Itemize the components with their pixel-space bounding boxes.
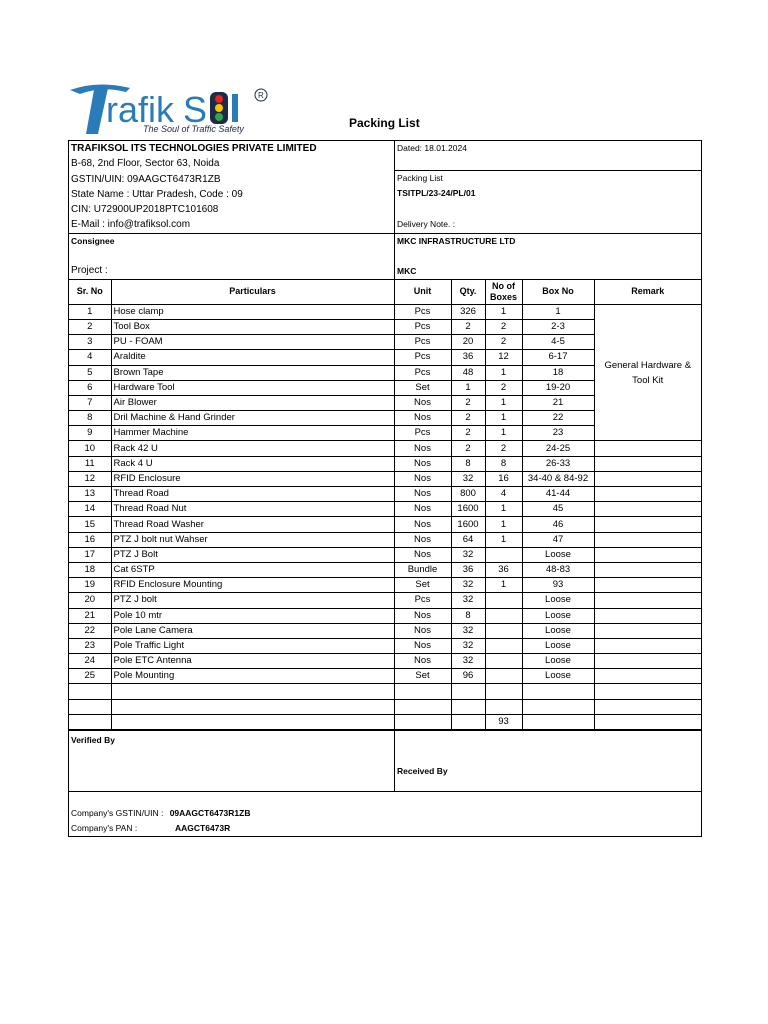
footer-gstin-row bbox=[71, 808, 250, 818]
table-row bbox=[69, 532, 701, 547]
company-cin: CIN: U72900UP2018PTC101608 bbox=[71, 204, 219, 216]
cell-no-of-boxes: 2 bbox=[485, 441, 522, 456]
cell-sr-no: 24 bbox=[69, 654, 111, 669]
table-row bbox=[69, 654, 701, 669]
table-header-row bbox=[69, 280, 701, 305]
table-row bbox=[69, 593, 701, 608]
table-row bbox=[69, 578, 701, 593]
cell-box-no: Loose bbox=[522, 669, 594, 684]
cell-particulars: PU - FOAM bbox=[111, 335, 394, 350]
cell-unit: Bundle bbox=[394, 562, 451, 577]
cell-sr-no: 22 bbox=[69, 623, 111, 638]
table-row bbox=[69, 441, 701, 456]
company-address: B-68, 2nd Floor, Sector 63, Noida bbox=[71, 158, 220, 170]
cell-qty: 800 bbox=[451, 487, 485, 502]
cell-box-no: 41-44 bbox=[522, 487, 594, 502]
verified-cell bbox=[69, 731, 395, 791]
footer-gstin-label: Company's GSTIN/UIN : bbox=[71, 808, 164, 819]
empty-cell bbox=[522, 714, 594, 729]
table-row bbox=[69, 517, 701, 532]
svg-text:rafik: rafik bbox=[106, 89, 175, 130]
empty-cell bbox=[111, 684, 394, 699]
logo-tagline: The Soul of Traffic Safety bbox=[143, 124, 244, 134]
cell-qty: 32 bbox=[451, 547, 485, 562]
cell-particulars: PTZ J Bolt bbox=[111, 547, 394, 562]
cell-qty: 32 bbox=[451, 578, 485, 593]
cell-sr-no: 8 bbox=[69, 411, 111, 426]
cell-no-of-boxes: 1 bbox=[485, 532, 522, 547]
cell-box-no: 2-3 bbox=[522, 319, 594, 334]
cell-sr-no: 16 bbox=[69, 532, 111, 547]
footer-pan-value: AAGCT6473R bbox=[175, 823, 231, 834]
cell-no-of-boxes bbox=[485, 654, 522, 669]
cell-no-of-boxes: 2 bbox=[485, 335, 522, 350]
table-row bbox=[69, 456, 701, 471]
received-by-label: Received By bbox=[397, 766, 448, 777]
cell-unit: Pcs bbox=[394, 304, 451, 319]
cell-sr-no: 21 bbox=[69, 608, 111, 623]
cell-unit: Pcs bbox=[394, 426, 451, 441]
table-row bbox=[69, 304, 701, 319]
cell-no-of-boxes: 1 bbox=[485, 411, 522, 426]
cell-qty: 20 bbox=[451, 335, 485, 350]
verified-by-label: Verified By bbox=[71, 735, 115, 746]
cell-sr-no: 2 bbox=[69, 319, 111, 334]
cell-remark bbox=[594, 608, 701, 623]
empty-cell bbox=[69, 714, 111, 729]
packing-list-sheet bbox=[68, 140, 702, 837]
cell-qty: 2 bbox=[451, 441, 485, 456]
cell-box-no: Loose bbox=[522, 593, 594, 608]
table-row bbox=[69, 562, 701, 577]
empty-cell bbox=[522, 699, 594, 714]
total-row bbox=[69, 714, 701, 729]
packing-label: Packing List bbox=[397, 173, 443, 183]
svg-text:R: R bbox=[258, 91, 264, 100]
cell-box-no: Loose bbox=[522, 547, 594, 562]
company-gstin: GSTIN/UIN: 09AAGCT6473R1ZB bbox=[71, 173, 221, 185]
cell-qty: 36 bbox=[451, 350, 485, 365]
cell-particulars: Hardware Tool bbox=[111, 380, 394, 395]
remark-cell: General Hardware & Tool Kit bbox=[594, 304, 701, 441]
packing-number: TSITPL/23-24/PL/01 bbox=[397, 188, 476, 198]
cell-remark bbox=[594, 562, 701, 577]
cell-no-of-boxes bbox=[485, 608, 522, 623]
col-unit: Unit bbox=[394, 280, 451, 305]
empty-row bbox=[69, 699, 701, 714]
company-email: E-Mail : info@trafiksol.com bbox=[71, 219, 191, 231]
cell-sr-no: 19 bbox=[69, 578, 111, 593]
cell-qty: 32 bbox=[451, 471, 485, 486]
cell-unit: Nos bbox=[394, 456, 451, 471]
cell-no-of-boxes: 4 bbox=[485, 487, 522, 502]
cell-box-no: 47 bbox=[522, 532, 594, 547]
empty-cell bbox=[451, 699, 485, 714]
cell-sr-no: 12 bbox=[69, 471, 111, 486]
cell-particulars: Pole ETC Antenna bbox=[111, 654, 394, 669]
cell-qty: 2 bbox=[451, 426, 485, 441]
cell-remark bbox=[594, 623, 701, 638]
cell-sr-no: 17 bbox=[69, 547, 111, 562]
cell-unit: Nos bbox=[394, 654, 451, 669]
company-state: State Name : Uttar Pradesh, Code : 09 bbox=[71, 188, 243, 200]
cell-sr-no: 3 bbox=[69, 335, 111, 350]
cell-no-of-boxes bbox=[485, 638, 522, 653]
cell-box-no: 6-17 bbox=[522, 350, 594, 365]
cell-remark bbox=[594, 487, 701, 502]
cell-no-of-boxes: 16 bbox=[485, 471, 522, 486]
delivery-note: Delivery Note. : bbox=[397, 219, 456, 229]
page-title: Packing List bbox=[349, 116, 420, 130]
cell-particulars: RFID Enclosure Mounting bbox=[111, 578, 394, 593]
empty-cell bbox=[394, 699, 451, 714]
cell-qty: 2 bbox=[451, 395, 485, 410]
cell-particulars: PTZ J bolt nut Wahser bbox=[111, 532, 394, 547]
cell-qty: 48 bbox=[451, 365, 485, 380]
company-logo bbox=[68, 78, 278, 138]
signature-section bbox=[69, 730, 701, 792]
document-meta bbox=[395, 141, 701, 233]
cell-qty: 32 bbox=[451, 638, 485, 653]
cell-box-no: 23 bbox=[522, 426, 594, 441]
cell-unit: Nos bbox=[394, 547, 451, 562]
cell-no-of-boxes: 12 bbox=[485, 350, 522, 365]
empty-cell bbox=[451, 684, 485, 699]
cell-qty: 1600 bbox=[451, 517, 485, 532]
table-row bbox=[69, 502, 701, 517]
cell-box-no: Loose bbox=[522, 654, 594, 669]
empty-cell bbox=[485, 699, 522, 714]
footer-pan-row bbox=[71, 823, 231, 834]
consignee-right bbox=[395, 234, 701, 279]
cell-sr-no: 7 bbox=[69, 395, 111, 410]
cell-unit: Nos bbox=[394, 487, 451, 502]
cell-box-no: 21 bbox=[522, 395, 594, 410]
cell-remark bbox=[594, 441, 701, 456]
dated-cell bbox=[395, 141, 701, 171]
cell-sr-no: 4 bbox=[69, 350, 111, 365]
cell-particulars: Thread Road Washer bbox=[111, 517, 394, 532]
svg-text:S: S bbox=[183, 89, 208, 130]
cell-remark bbox=[594, 456, 701, 471]
cell-unit: Nos bbox=[394, 517, 451, 532]
table-row bbox=[69, 669, 701, 684]
cell-sr-no: 18 bbox=[69, 562, 111, 577]
cell-qty: 32 bbox=[451, 593, 485, 608]
cell-no-of-boxes bbox=[485, 593, 522, 608]
cell-sr-no: 15 bbox=[69, 517, 111, 532]
cell-box-no: Loose bbox=[522, 623, 594, 638]
cell-particulars: Rack 4 U bbox=[111, 456, 394, 471]
table-row bbox=[69, 487, 701, 502]
cell-qty: 326 bbox=[451, 304, 485, 319]
empty-cell bbox=[485, 684, 522, 699]
cell-particulars: Thread Road bbox=[111, 487, 394, 502]
cell-qty: 96 bbox=[451, 669, 485, 684]
empty-cell bbox=[69, 699, 111, 714]
empty-cell bbox=[594, 699, 701, 714]
cell-sr-no: 14 bbox=[69, 502, 111, 517]
cell-sr-no: 20 bbox=[69, 593, 111, 608]
cell-particulars: Brown Tape bbox=[111, 365, 394, 380]
cell-no-of-boxes: 2 bbox=[485, 319, 522, 334]
cell-no-of-boxes: 1 bbox=[485, 304, 522, 319]
cell-box-no: 48-83 bbox=[522, 562, 594, 577]
cell-no-of-boxes: 8 bbox=[485, 456, 522, 471]
footer-pan-label: Company's PAN : bbox=[71, 823, 138, 834]
cell-no-of-boxes: 1 bbox=[485, 395, 522, 410]
project-label: Project : bbox=[71, 264, 108, 276]
cell-box-no: Loose bbox=[522, 638, 594, 653]
empty-row bbox=[69, 684, 701, 699]
cell-qty: 32 bbox=[451, 654, 485, 669]
cell-qty: 32 bbox=[451, 623, 485, 638]
received-cell bbox=[395, 731, 701, 791]
dated-text: Dated: 18.01.2024 bbox=[397, 143, 467, 153]
cell-box-no: 26-33 bbox=[522, 456, 594, 471]
cell-remark bbox=[594, 593, 701, 608]
empty-cell bbox=[69, 684, 111, 699]
empty-cell bbox=[451, 714, 485, 729]
company-name: TRAFIKSOL ITS TECHNOLOGIES PRIVATE LIMITED bbox=[71, 143, 317, 154]
consignee-name: MKC INFRASTRUCTURE LTD bbox=[397, 235, 516, 246]
cell-qty: 2 bbox=[451, 319, 485, 334]
header-section bbox=[69, 141, 701, 234]
cell-qty: 1600 bbox=[451, 502, 485, 517]
cell-particulars: Rack 42 U bbox=[111, 441, 394, 456]
cell-unit: Nos bbox=[394, 502, 451, 517]
table-row bbox=[69, 623, 701, 638]
empty-cell bbox=[111, 699, 394, 714]
cell-box-no: Loose bbox=[522, 608, 594, 623]
cell-box-no: 46 bbox=[522, 517, 594, 532]
col-sr-no: Sr. No bbox=[69, 280, 111, 305]
cell-unit: Nos bbox=[394, 638, 451, 653]
cell-particulars: Cat 6STP bbox=[111, 562, 394, 577]
cell-no-of-boxes: 1 bbox=[485, 502, 522, 517]
footer-section bbox=[69, 792, 701, 836]
cell-box-no: 4-5 bbox=[522, 335, 594, 350]
table-row bbox=[69, 638, 701, 653]
cell-no-of-boxes: 1 bbox=[485, 365, 522, 380]
cell-sr-no: 5 bbox=[69, 365, 111, 380]
consignee-left bbox=[69, 234, 395, 279]
cell-particulars: Pole Traffic Light bbox=[111, 638, 394, 653]
items-table bbox=[69, 280, 701, 730]
col-remark: Remark bbox=[594, 280, 701, 305]
empty-cell bbox=[594, 714, 701, 729]
cell-unit: Nos bbox=[394, 441, 451, 456]
consignee-label: Consignee bbox=[71, 235, 115, 246]
cell-no-of-boxes: 36 bbox=[485, 562, 522, 577]
cell-remark bbox=[594, 471, 701, 486]
cell-qty: 64 bbox=[451, 532, 485, 547]
cell-box-no: 45 bbox=[522, 502, 594, 517]
cell-no-of-boxes bbox=[485, 547, 522, 562]
consignee-section bbox=[69, 234, 701, 280]
col-box-no: Box No bbox=[522, 280, 594, 305]
cell-unit: Set bbox=[394, 380, 451, 395]
empty-cell bbox=[394, 684, 451, 699]
cell-unit: Nos bbox=[394, 532, 451, 547]
empty-cell bbox=[522, 684, 594, 699]
cell-no-of-boxes bbox=[485, 669, 522, 684]
cell-box-no: 19-20 bbox=[522, 380, 594, 395]
cell-particulars: Hose clamp bbox=[111, 304, 394, 319]
cell-remark bbox=[594, 638, 701, 653]
cell-remark bbox=[594, 532, 701, 547]
cell-unit: Set bbox=[394, 669, 451, 684]
cell-sr-no: 25 bbox=[69, 669, 111, 684]
cell-unit: Pcs bbox=[394, 593, 451, 608]
footer-gstin-value: 09AAGCT6473R1ZB bbox=[169, 808, 251, 819]
cell-particulars: PTZ J bolt bbox=[111, 593, 394, 608]
col-no-of-boxes: No of Boxes bbox=[485, 280, 522, 305]
cell-no-of-boxes bbox=[485, 623, 522, 638]
cell-unit: Pcs bbox=[394, 319, 451, 334]
cell-remark bbox=[594, 517, 701, 532]
col-particulars: Particulars bbox=[111, 280, 394, 305]
cell-unit: Set bbox=[394, 578, 451, 593]
cell-particulars: Thread Road Nut bbox=[111, 502, 394, 517]
cell-particulars: Hammer Machine bbox=[111, 426, 394, 441]
cell-particulars: Tool Box bbox=[111, 319, 394, 334]
cell-unit: Nos bbox=[394, 411, 451, 426]
cell-particulars: Air Blower bbox=[111, 395, 394, 410]
project-name: MKC bbox=[397, 265, 417, 276]
cell-no-of-boxes: 1 bbox=[485, 426, 522, 441]
company-details bbox=[69, 141, 395, 233]
cell-qty: 36 bbox=[451, 562, 485, 577]
cell-box-no: 18 bbox=[522, 365, 594, 380]
cell-sr-no: 1 bbox=[69, 304, 111, 319]
cell-unit: Pcs bbox=[394, 350, 451, 365]
cell-box-no: 34-40 & 84-92 bbox=[522, 471, 594, 486]
cell-unit: Pcs bbox=[394, 335, 451, 350]
col-qty: Qty. bbox=[451, 280, 485, 305]
cell-particulars: Araldite bbox=[111, 350, 394, 365]
cell-sr-no: 9 bbox=[69, 426, 111, 441]
cell-remark bbox=[594, 578, 701, 593]
cell-remark bbox=[594, 547, 701, 562]
cell-particulars: Pole 10 mtr bbox=[111, 608, 394, 623]
cell-sr-no: 6 bbox=[69, 380, 111, 395]
total-boxes: 93 bbox=[485, 714, 522, 729]
cell-particulars: Pole Mounting bbox=[111, 669, 394, 684]
cell-unit: Nos bbox=[394, 471, 451, 486]
cell-unit: Nos bbox=[394, 623, 451, 638]
cell-particulars: Dril Machine & Hand Grinder bbox=[111, 411, 394, 426]
cell-qty: 1 bbox=[451, 380, 485, 395]
cell-particulars: Pole Lane Camera bbox=[111, 623, 394, 638]
cell-no-of-boxes: 1 bbox=[485, 517, 522, 532]
empty-cell bbox=[394, 714, 451, 729]
empty-cell bbox=[111, 714, 394, 729]
cell-unit: Nos bbox=[394, 608, 451, 623]
cell-sr-no: 13 bbox=[69, 487, 111, 502]
cell-sr-no: 23 bbox=[69, 638, 111, 653]
table-row bbox=[69, 608, 701, 623]
cell-remark bbox=[594, 669, 701, 684]
table-row bbox=[69, 547, 701, 562]
cell-sr-no: 11 bbox=[69, 456, 111, 471]
cell-box-no: 1 bbox=[522, 304, 594, 319]
cell-qty: 2 bbox=[451, 411, 485, 426]
cell-box-no: 22 bbox=[522, 411, 594, 426]
cell-particulars: RFID Enclosure bbox=[111, 471, 394, 486]
cell-no-of-boxes: 2 bbox=[485, 380, 522, 395]
cell-no-of-boxes: 1 bbox=[485, 578, 522, 593]
cell-qty: 8 bbox=[451, 608, 485, 623]
packing-cell bbox=[395, 171, 701, 232]
cell-remark bbox=[594, 502, 701, 517]
cell-qty: 8 bbox=[451, 456, 485, 471]
cell-unit: Pcs bbox=[394, 365, 451, 380]
cell-remark bbox=[594, 654, 701, 669]
cell-unit: Nos bbox=[394, 395, 451, 410]
cell-box-no: 93 bbox=[522, 578, 594, 593]
cell-box-no: 24-25 bbox=[522, 441, 594, 456]
items-body bbox=[69, 304, 701, 729]
empty-cell bbox=[594, 684, 701, 699]
table-row bbox=[69, 471, 701, 486]
cell-sr-no: 10 bbox=[69, 441, 111, 456]
